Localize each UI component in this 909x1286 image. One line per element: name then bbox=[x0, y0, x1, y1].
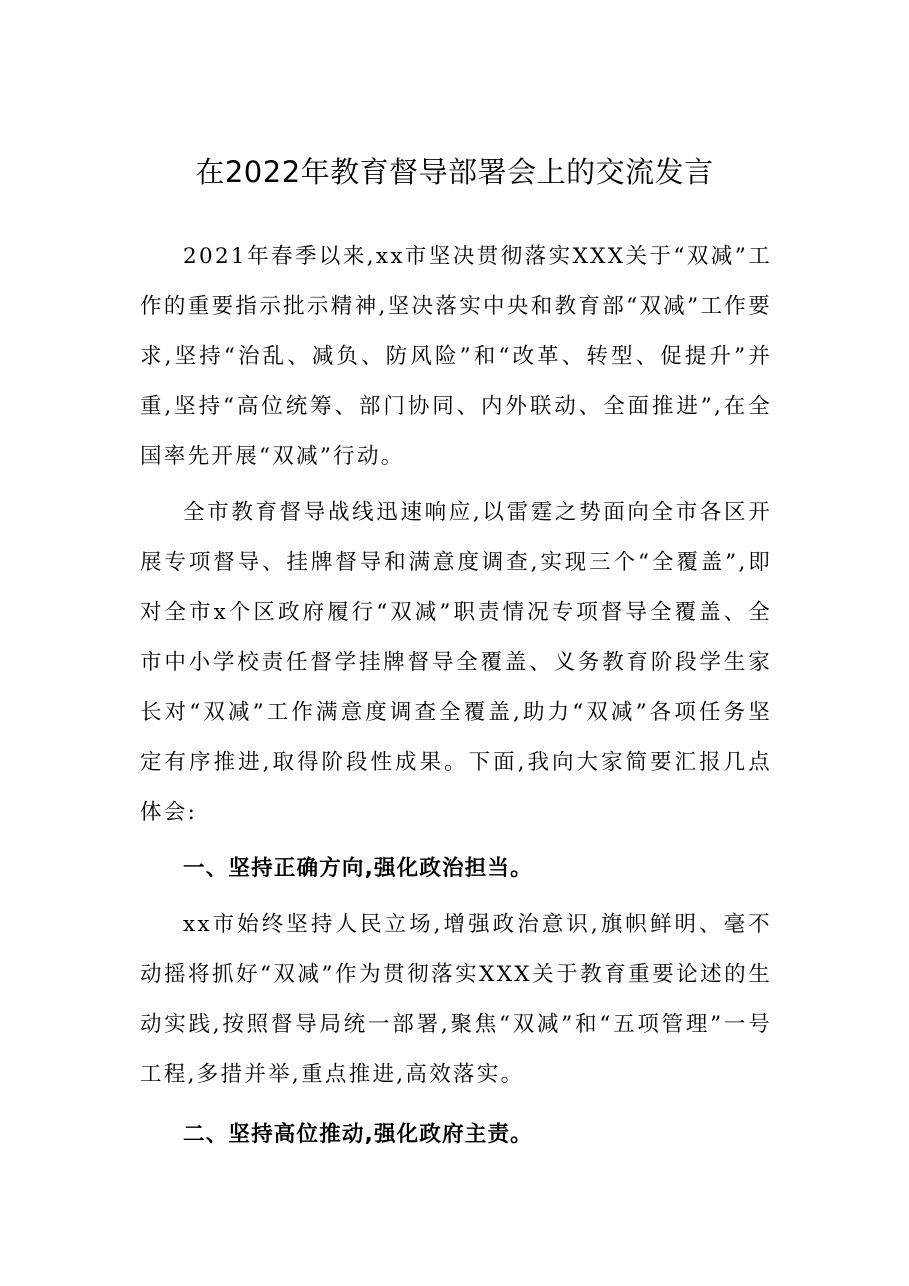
document-title: 在2022年教育督导部署会上的交流发言 bbox=[195, 155, 714, 189]
paragraph-intro: 2021年春季以来,xx市坚决贯彻落实XXX关于“双减”工作的重要指示批示精神,坚决落实中央和教育部“双减”工作要求,坚持“治乱、减负、防风险”和“改革、转型、促提升”并重,坚持“高位统筹、部门协同、内外联动、全面推进”,在全国率先开展“双减”行动。 bbox=[140, 244, 772, 469]
document-body bbox=[140, 232, 772, 1160]
paragraph-section-1: xx市始终坚持人民立场,增强政治意识,旗帜鲜明、毫不动摇将抓好“双减”作为贯彻落实XXX关于教育重要论述的生动实践,按照督导局统一部署,聚焦“双减”和“五项管理”一号工程,多措并举,重点推进,高效落实。 bbox=[140, 912, 772, 1087]
section-heading-1: 一、坚持正确方向,强化政治担当。 bbox=[183, 856, 533, 881]
paragraph-inspection: 全市教育督导战线迅速响应,以雷霆之势面向全市各区开展专项督导、挂牌督导和满意度调查,实现三个“全覆盖”,即对全市x个区政府履行“双减”职责情况专项督导全覆盖、全市中小学校责任督学挂牌督导全覆盖、义务教育阶段学生家长对“双减”工作满意度调查全覆盖,助力“双减”各项任务坚定有序推进,取得阶段性成果。下面,我向大家简要汇报几点体会: bbox=[140, 500, 772, 825]
section-heading-2: 二、坚持高位推动,强化政府主责。 bbox=[183, 1122, 533, 1147]
